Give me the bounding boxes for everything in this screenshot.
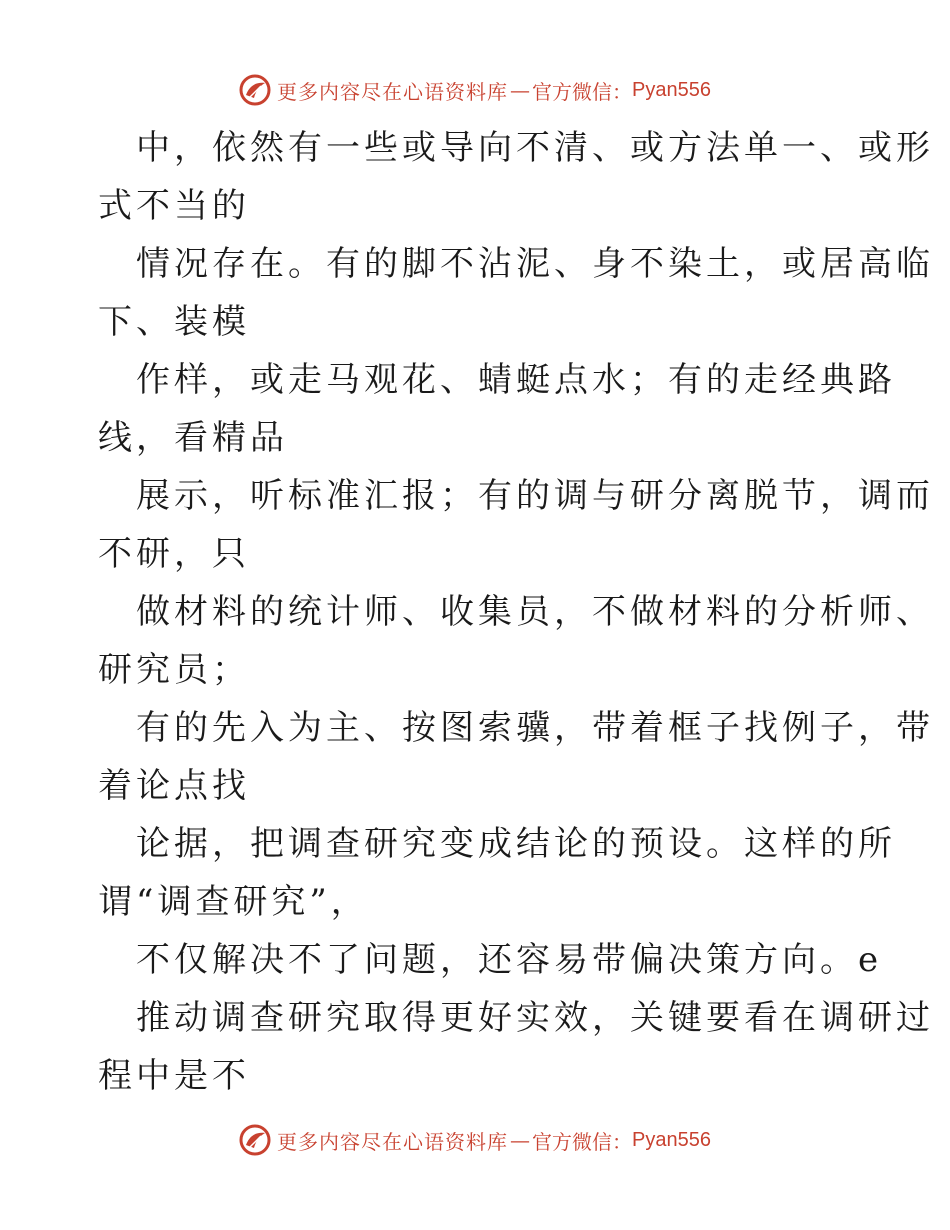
text-line: 中，依然有一些或导向不清、或方法单一、或形 [136, 128, 934, 168]
header-banner-separator: — [510, 78, 531, 102]
footer-banner-contact-handle: Pyan556 [632, 1128, 711, 1151]
text-line: 着论点找 [98, 766, 250, 806]
header-banner-text: 更多内容尽在心语资料库 [277, 79, 509, 104]
footer-banner-text: 更多内容尽在心语资料库 [277, 1129, 509, 1154]
text-line: 做材料的统计师、收集员，不做材料的分析师、 [136, 592, 934, 632]
text-line: 研究员； [98, 650, 250, 690]
text-line: 程中是不 [98, 1056, 250, 1096]
text-line: 情况存在。有的脚不沾泥、身不染土，或居高临 [136, 244, 934, 284]
text-line: 展示，听标准汇报；有的调与研分离脱节，调而 [136, 476, 934, 516]
text-line: 下、装模 [98, 302, 250, 342]
footer-banner-separator: — [510, 1128, 531, 1152]
text-line: 不仅解决不了问题，还容易带偏决策方向。e [136, 940, 883, 980]
footer-banner-contact-label: 官方微信： [532, 1129, 633, 1154]
header-banner [0, 70, 950, 110]
brand-logo-icon [239, 74, 271, 106]
header-banner-contact-label: 官方微信： [532, 79, 633, 104]
text-line: 谓“调查研究”， [98, 882, 369, 922]
text-line: 推动调查研究取得更好实效，关键要看在调研过 [136, 998, 934, 1038]
footer-banner [0, 1120, 950, 1160]
text-line: 作样，或走马观花、蜻蜓点水；有的走经典路 [136, 360, 896, 400]
text-line: 不研，只 [98, 534, 250, 574]
text-line: 线，看精品 [98, 418, 288, 458]
text-line: 式不当的 [98, 186, 250, 226]
text-line: 论据，把调查研究变成结论的预设。这样的所 [136, 824, 896, 864]
text-line: 有的先入为主、按图索骥，带着框子找例子，带 [136, 708, 934, 748]
brand-logo-icon [239, 1124, 271, 1156]
header-banner-contact-handle: Pyan556 [632, 78, 711, 101]
